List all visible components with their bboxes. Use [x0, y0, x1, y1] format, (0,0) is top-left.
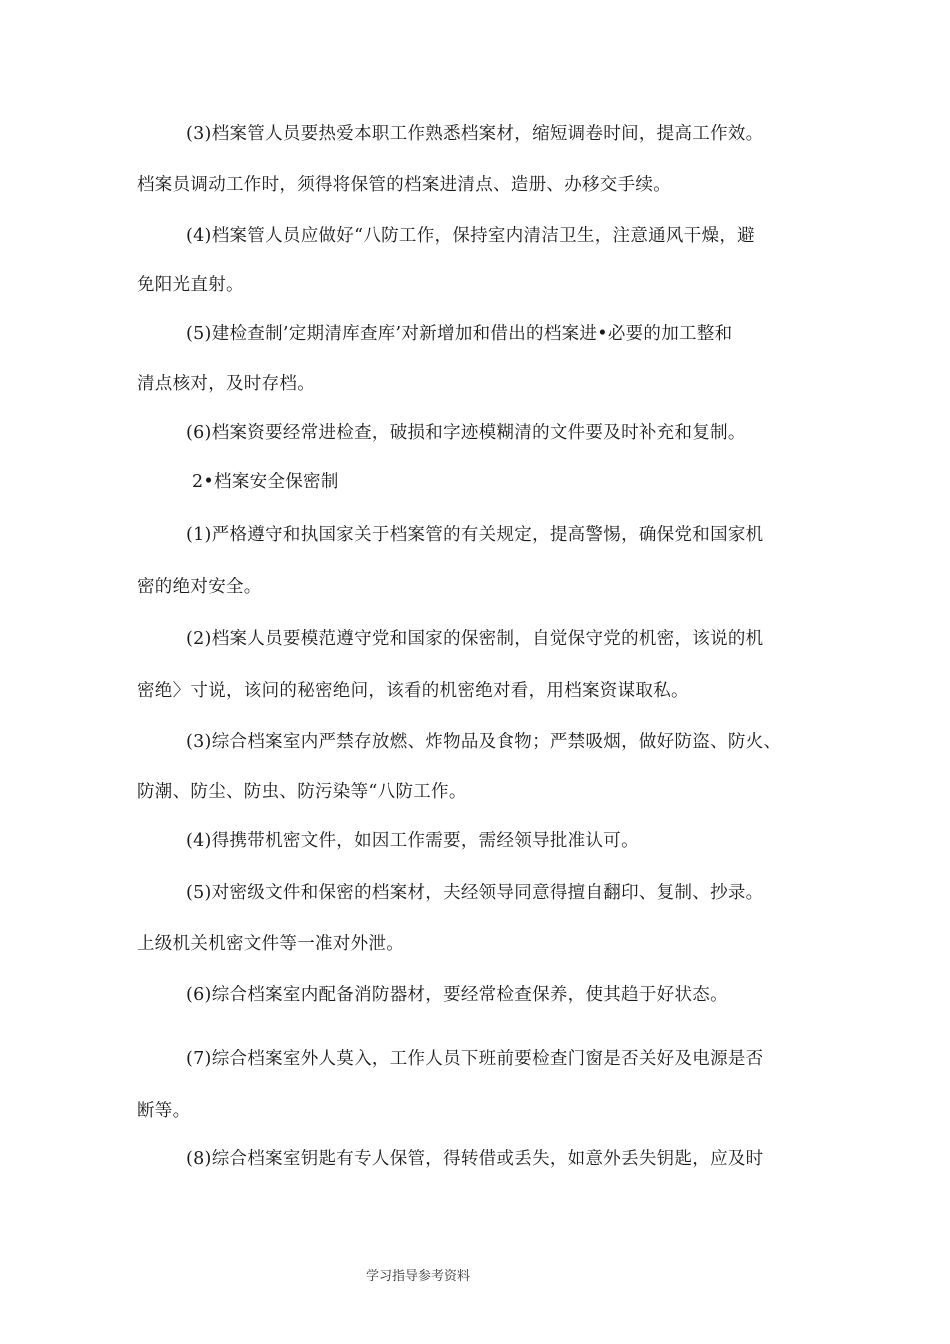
- section-heading: 2•档案安全保密制: [192, 472, 339, 492]
- paragraph-4-line-2: 免阳光直射。: [137, 275, 244, 295]
- security-item-7-line-2: 断等。: [137, 1101, 191, 1121]
- security-item-3-line-2: 防潮、防尘、防虫、防污染等“八防工作。: [137, 782, 467, 802]
- security-item-1-line-2: 密的绝对安全。: [137, 577, 262, 597]
- security-item-5-line-2: 上级机关机密文件等一准对外泄。: [137, 934, 404, 954]
- page-footer: 学习指导参考资料: [366, 1269, 471, 1284]
- security-item-8-line-1: (8)综合档案室钥匙有专人保管，得转借或丢失，如意外丢失钥匙，应及时: [186, 1149, 764, 1169]
- security-item-3-line-1: (3)综合档案室内严禁存放燃、炸物品及食物；严禁吸烟，做好防盗、防火、: [186, 732, 782, 752]
- paragraph-3-line-1: (3)档案管人员要热爱本职工作熟悉档案材，缩短调卷时间，提高工作效。: [186, 124, 764, 144]
- paragraph-4-line-1: (4)档案管人员应做好“八防工作，保持室内清洁卫生，注意通风干燥，避: [186, 226, 755, 246]
- security-item-7-line-1: (7)综合档案室外人莫入，工作人员下班前要检查门窗是否关好及电源是否: [186, 1049, 764, 1069]
- paragraph-5-line-1: (5)建检查制’定期清库查库’对新增加和借出的档案进•必要的加工整和: [186, 324, 733, 344]
- security-item-2-line-1: (2)档案人员要模范遵守党和国家的保密制，自觉保守党的机密，该说的机: [186, 629, 764, 649]
- security-item-1-line-1: (1)严格遵守和执国家关于档案管的有关规定，提高警惕，确保党和国家机: [186, 525, 764, 545]
- paragraph-3-line-2: 档案员调动工作时，须得将保管的档案进清点、造册、办移交手续。: [137, 175, 671, 195]
- security-item-6-line-1: (6)综合档案室内配备消防器材，要经常检查保养，使其趋于好状态。: [186, 985, 728, 1005]
- security-item-4-line-1: (4)得携带机密文件，如因工作需要，需经领导批准认可。: [186, 831, 639, 851]
- paragraph-6-line-1: (6)档案资要经常进检查，破损和字迹模糊清的文件要及时补充和复制。: [186, 423, 746, 443]
- paragraph-5-line-2: 清点核对，及时存档。: [137, 374, 315, 394]
- security-item-2-line-2: 密绝〉寸说，该问的秘密绝问，该看的机密绝对看，用档案资谋取私。: [137, 681, 689, 701]
- security-item-5-line-1: (5)对密级文件和保密的档案材，夫经领导同意得擅自翻印、复制、抄录。: [186, 883, 764, 903]
